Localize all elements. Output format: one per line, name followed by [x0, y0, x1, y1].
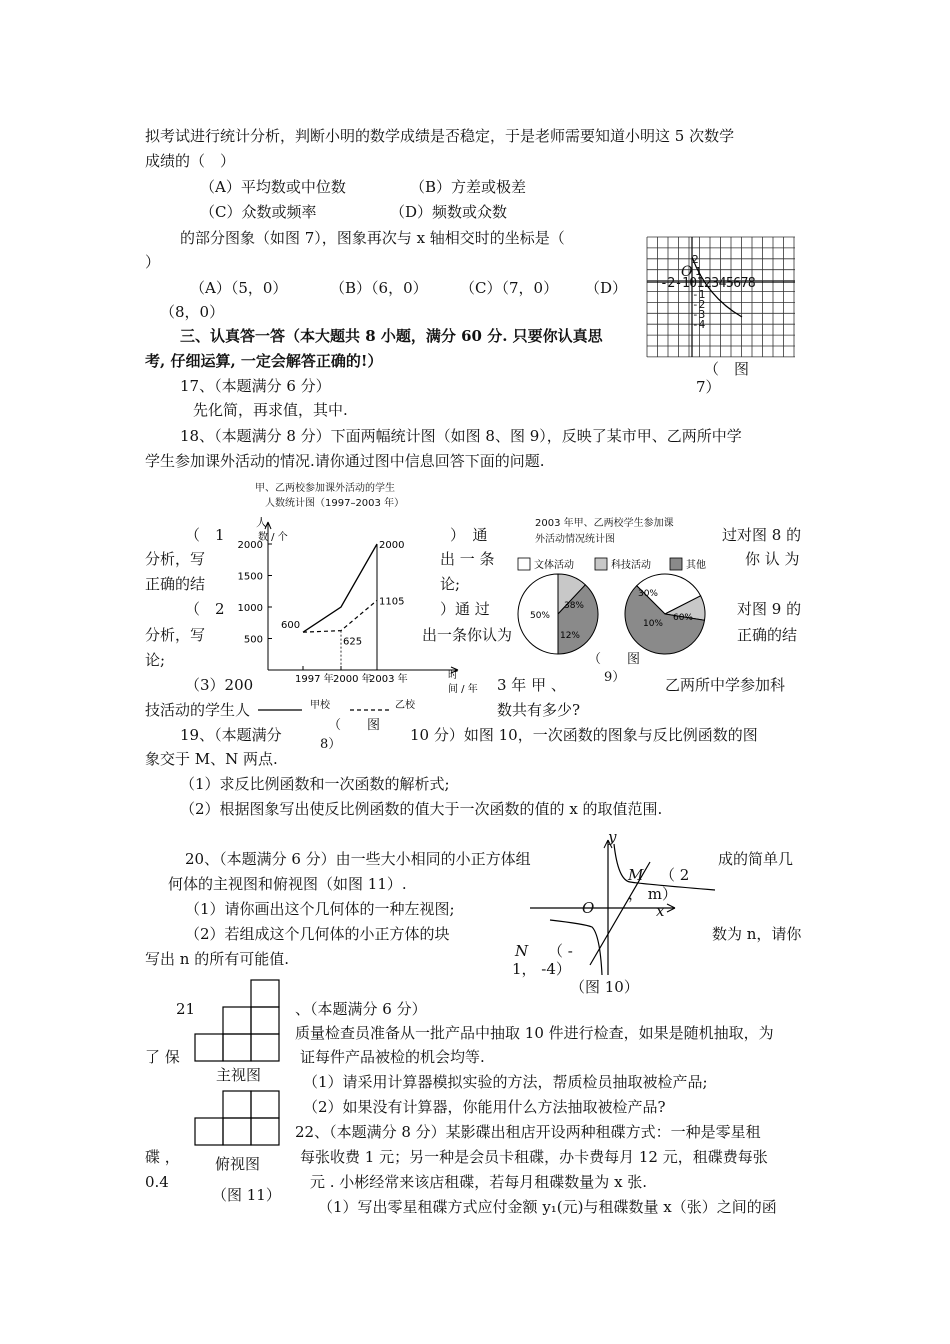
q22-body: 元 . 小彬经常来该店租碟，若每月租碟数量为 x 张.: [310, 1173, 648, 1191]
q19-heading: 19、（本题满分: [180, 726, 282, 744]
y-tick-label: 500: [243, 634, 263, 646]
q-graph-option-c: （C）（7，0）: [460, 279, 559, 297]
q20-heading: 20、（本题满分 6 分）由一些大小相同的小正方体组: [185, 850, 531, 868]
q22-sub1: （1）写出零星租碟方式应付金额 y₁(元)与租碟数量 x（张）之间的函: [318, 1198, 777, 1216]
legend-label: 科技活动: [611, 560, 651, 571]
q18-part1: 你 认 为: [745, 550, 800, 568]
q17-body: 先化简，再求值，其中.: [193, 401, 348, 419]
q19-sub1: （1）求反比例函数和一次函数的解析式;: [180, 775, 450, 793]
q22-body: 碟 ，: [145, 1148, 180, 1166]
q22-body: 0.4: [145, 1173, 169, 1191]
q18-part1: ） 通: [450, 526, 488, 544]
y-tick-label: 1000: [237, 603, 263, 614]
figure-8-title: 甲、乙两校参加课外活动的学生: [255, 483, 395, 494]
q18-part3: 3 年 甲 、: [497, 676, 566, 694]
q20-sub2: 数为 n，请你: [712, 925, 802, 943]
q16-option-d: （D）频数或众数: [390, 203, 508, 221]
figure-9-chart: [510, 550, 720, 660]
q21-number: 21: [176, 1000, 196, 1018]
q19-heading: 10 分）如图 10，一次函数的图象与反比例函数的图: [410, 726, 758, 744]
q21-body: 证每件产品被检的机会均等.: [300, 1048, 485, 1066]
q18-part1: （ 1: [185, 526, 225, 544]
data-label-yi: 1105: [379, 596, 405, 608]
q18-part1: 正确的结: [145, 575, 206, 593]
q16-option-c: （C）众数或频率: [200, 203, 317, 221]
pie-slice-label: 60%: [672, 613, 694, 623]
figure-7-origin: O: [681, 264, 693, 280]
q18-part1: 出 一 条: [440, 550, 495, 568]
q21-body: 质量检查员准备从一批产品中抽取 10 件进行检查，如果是随机抽取，为: [295, 1024, 774, 1042]
figure-7-x-ticks: -2-1012345678: [660, 276, 756, 291]
figure-9-caption: 9）: [604, 670, 626, 685]
q16-option-b: （B）方差或极差: [410, 178, 527, 196]
legend-label-yi: 乙校: [395, 700, 415, 711]
q18-part2: ）通 过: [440, 600, 490, 618]
figure-7-y-tick: -3: [692, 308, 706, 321]
legend-label: 其他: [686, 560, 706, 571]
figure-11-front-view: [195, 978, 285, 1062]
q-graph-option-a: （A）（5，0）: [190, 279, 288, 297]
figure-9-title: 2003 年甲、乙两校学生参加课: [535, 518, 674, 529]
figure-7-y-tick: -4: [692, 318, 706, 331]
figure-10-point-m-coord: ， m）: [628, 885, 677, 903]
q18-part1: 分析，写: [145, 550, 206, 568]
q20-heading-line2: 何体的主视图和俯视图（如图 11）.: [168, 875, 407, 893]
figure-7-y-tick: -2: [692, 298, 706, 311]
legend-label-jia: 甲校: [310, 700, 330, 711]
x-tick-label: 2003 年: [369, 674, 408, 685]
figure-10-x-label: x: [656, 902, 665, 920]
data-label-jia: 2000: [379, 540, 405, 551]
q18-heading: 18、（本题满分 8 分）下面两幅统计图（如图 8、图 9），反映了某市甲、乙两所中学: [180, 427, 742, 445]
q18-part3: 乙两所中学参加科: [665, 676, 786, 694]
figure-10-caption: （图 10）: [570, 978, 639, 996]
figure-9-caption: （ 图: [588, 652, 641, 667]
figure-8-caption: 8）: [320, 737, 342, 752]
q18-part3: 技活动的学生人: [145, 701, 251, 719]
q22-body: 每张收费 1 元；另一种是会员卡租碟，办卡费每月 12 元，租碟费每张: [300, 1148, 768, 1166]
q21-body: 了 保: [145, 1048, 180, 1066]
q18-part3: 数共有多少?: [497, 701, 581, 719]
figure-8-caption: （ 图: [328, 718, 381, 733]
figure-11-caption: （图 11）: [212, 1186, 281, 1204]
q18-part2: 对图 9 的: [737, 600, 802, 618]
pie-slice-label: 38%: [563, 601, 585, 611]
x-axis-label: 时: [448, 670, 458, 681]
figure-10-point-n-coord: 1， -4）: [512, 960, 571, 978]
pie-slice-label: 30%: [637, 589, 659, 599]
q20-sub2: 写出 n 的所有可能值.: [145, 950, 289, 968]
figure-10-point-m-coord: （ 2: [660, 866, 690, 884]
figure-11-top-view: [195, 1090, 285, 1148]
y-axis-label: 数 / 个: [258, 532, 288, 543]
q18-part2: 出一条你认为: [422, 626, 513, 644]
pie-slice-label: 12%: [559, 631, 581, 641]
q20-sub2: （2）若组成这个几何体的小正方体的块: [185, 925, 450, 943]
figure-7-y-tick: -1: [692, 288, 706, 301]
y-tick-label: 1500: [237, 571, 263, 583]
q18-heading-line2: 学生参加课外活动的情况.请你通过图中信息回答下面的问题.: [145, 452, 545, 470]
section-3-title-line1: 三、认真答一答（本大题共 8 小题，满分 60 分. 只要你认真思: [180, 327, 603, 345]
q21-heading: 、（本题满分 6 分）: [295, 1000, 427, 1018]
figure-9-title: 外活动情况统计图: [535, 534, 615, 545]
q19-sub2: （2）根据图象写出使反比例函数的值大于一次函数的值的 x 的取值范围.: [180, 800, 663, 818]
figure-7-caption: 7）: [696, 378, 721, 396]
q-graph-option-b: （B）（6，0）: [330, 279, 428, 297]
x-tick-label: 1997 年: [295, 674, 334, 685]
q18-part2: 分析，写: [145, 626, 206, 644]
q-graph-stem-line1: 的部分图象（如图 7），图象再次与 x 轴相交时的坐标是（: [180, 229, 565, 247]
y-axis-label: 人: [256, 516, 267, 529]
figure-8-title: 人数统计图（1997–2003 年）: [265, 498, 405, 509]
q20-heading: 成的简单几: [718, 850, 794, 868]
pie-slice-label: 50%: [529, 611, 551, 621]
figure-7-y-tick: 1: [695, 265, 702, 278]
x-tick-label: 2000 年: [333, 674, 372, 685]
q-graph-option-d-value: （8，0）: [160, 303, 225, 321]
q18-part2: 正确的结: [737, 626, 798, 644]
pie-slice-label: 10%: [642, 619, 664, 629]
data-label-jia: 600: [281, 620, 301, 632]
series-line-jia: [303, 544, 377, 632]
q-graph-stem-line2: ）: [145, 253, 161, 271]
figure-11-top-label: 俯视图: [215, 1155, 261, 1173]
legend-swatch: [518, 558, 530, 570]
figure-10-origin: O: [582, 899, 595, 917]
q18-part2: （ 2: [185, 600, 225, 618]
figure-7-caption: （ 图: [704, 360, 750, 378]
figure-10-y-label: y: [608, 828, 617, 846]
y-tick-label: 2000: [237, 540, 263, 551]
legend-label: 文体活动: [534, 560, 574, 571]
figure-10-point-n: N: [515, 942, 529, 960]
q21-sub2: （2）如果没有计算器，你能用什么方法抽取被检产品?: [303, 1098, 666, 1116]
q16-stem-line2: 成绩的（ ）: [145, 152, 236, 170]
q21-sub1: （1）请采用计算器模拟实验的方法，帮质检员抽取被检产品;: [303, 1073, 708, 1091]
q16-stem-line1: 拟考试进行统计分析，判断小明的数学成绩是否稳定，于是老师需要知道小明这 5 次数学: [145, 127, 735, 145]
q18-part1: 论;: [440, 575, 461, 593]
q-graph-option-d: （D）: [585, 279, 628, 297]
x-axis-label: 间 / 年: [448, 684, 478, 695]
figure-10-point-n-coord: （ -: [548, 942, 573, 960]
q16-option-a: （A）平均数或中位数: [200, 178, 346, 196]
q18-part3: （3）200: [185, 676, 254, 694]
figure-7-y-tick: 2: [692, 253, 699, 266]
q17-heading: 17、（本题满分 6 分）: [180, 377, 331, 395]
figure-7-grid: [647, 237, 795, 357]
figure-10-point-m: M: [628, 866, 644, 884]
q19-heading-line2: 象交于 M、N 两点.: [145, 750, 278, 768]
q20-sub1: （1）请你画出这个几何体的一种左视图;: [185, 900, 455, 918]
figure-11-front-label: 主视图: [216, 1066, 262, 1084]
q18-part2: 论;: [145, 651, 166, 669]
data-label-yi: 625: [343, 636, 363, 648]
q18-part1: 过对图 8 的: [722, 526, 802, 544]
legend-swatch: [595, 558, 607, 570]
section-3-title-line2: 考, 仔细运算, 一定会解答正确的!）: [145, 352, 383, 370]
legend-swatch: [670, 558, 682, 570]
q22-heading: 22、（本题满分 8 分）某影碟出租店开设两种租碟方式：一种是零星租: [295, 1123, 761, 1141]
series-line-yi: [303, 600, 377, 632]
